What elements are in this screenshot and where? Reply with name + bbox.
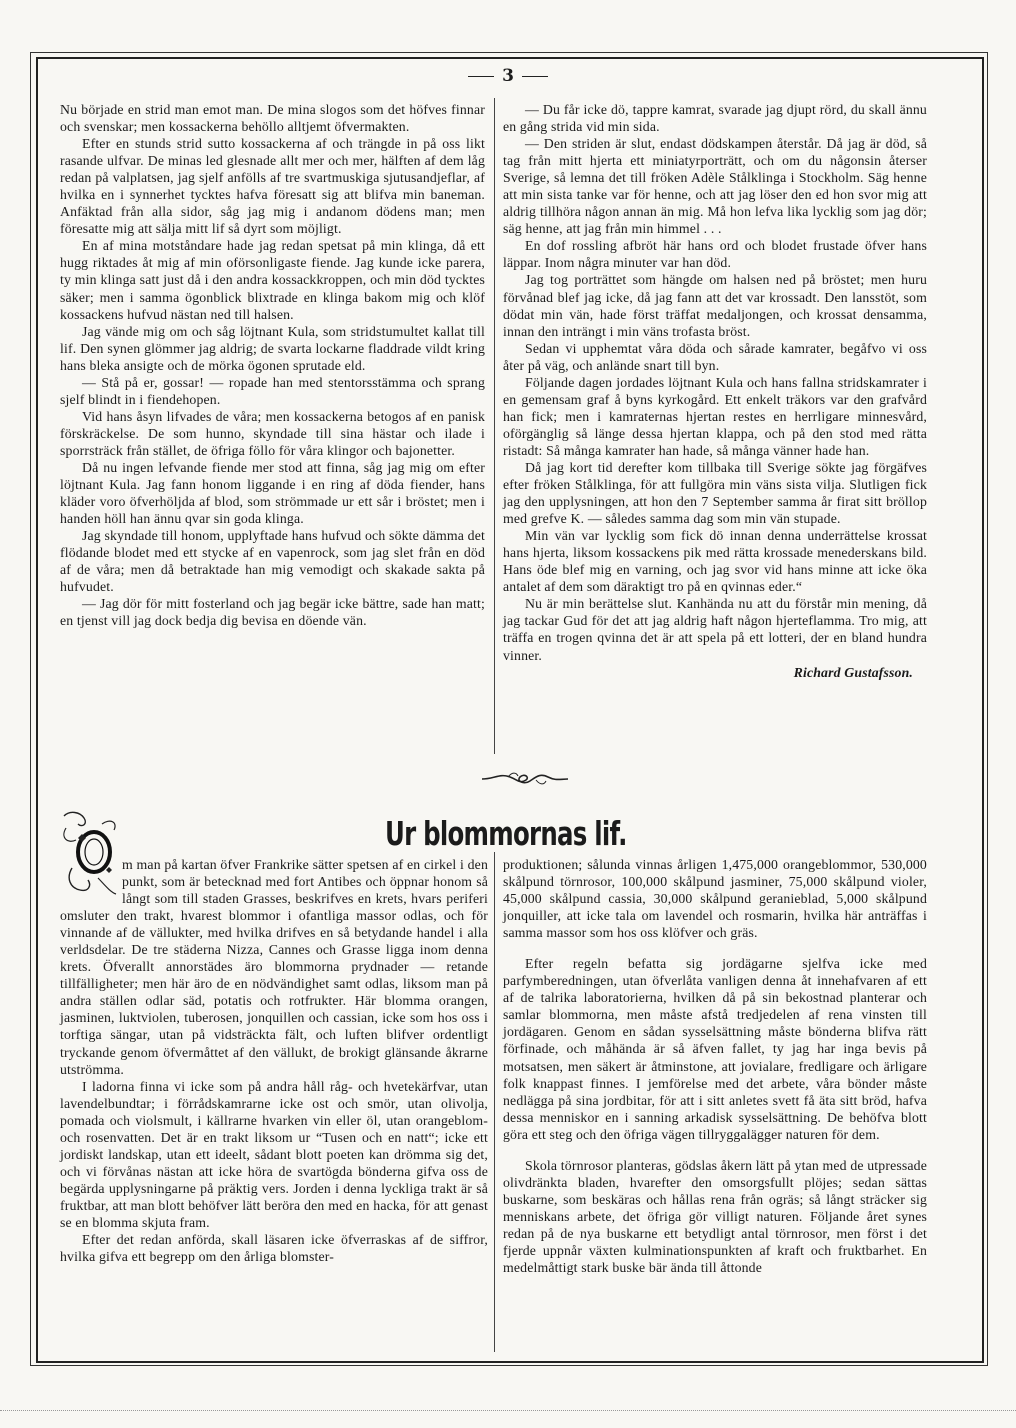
author-signature: Richard Gustafsson. <box>793 664 913 680</box>
story-column-right <box>503 101 927 681</box>
story-paragraph: — Den striden är slut, endast dödskampen återstår. Då jag är död, så tag från mitt hjerta ett miniatyrporträtt, och om du någonsin återser Sverige, så lemna det till fröken Adèle Stålklinga i Stockholm. Säg henne att min sista tanke var för henne, och att jag löser den ed hon svor mig att aldrig tillhöra någon annan än mig. Må hon lefva lika lycklig som jag dör; säg henne, att jag från min himmel . . . <box>503 136 927 237</box>
article-column-right <box>503 856 927 1276</box>
story-paragraph: Nu började en strid man emot man. De mina slogos som det höfves finnar och svenskar; men kossackerna behöllo alltjemt öfvermakten. <box>60 102 485 135</box>
story-paragraph: Jag vände mig om och såg löjtnant Kula, som stridstumultet kallat till lif. Den synen glömmer jag aldrig; de svarta lockarne fladdrade vildt kring hans bleka ansigte och de mörka ögonen sprutade eld. <box>60 323 485 373</box>
story-column-left <box>60 101 485 629</box>
story-paragraph: Nu är min berättelse slut. Kanhända nu att du förstår min mening, då jag tackar Gud för det att jag aldrig haft någon hjerteflamma. Tro mig, att träffa en trogen qvinna det är att spela på ett lotteri, der en bland hundra vinner. <box>503 596 927 663</box>
flourish-ornament-icon <box>480 768 570 790</box>
article-column-left <box>60 856 488 1265</box>
column-divider <box>494 852 495 1352</box>
article-paragraph: m man på kartan öfver Frankrike sätter spetsen af en cirkel i den punkt, som är betecknad med fort Antibes och öppnar honom så långt som till staden Grasses, beskrifves en krets, hvars periferi omsluter den trakt, hvarest blommor i ofantliga massor odlas, och för vinnande af de vällukter, med hvilka drifves en så betydande handel i alla verldsdelar. De tre städerna Nizza, Cannes och Grasse ligga inom denna krets. Öfverallt annorstädes äro blommorna prydnader — retande tillfälligheter; men här äro de en nödvändighet samt odlas, liksom man på andra ställen odlar säd, potatis och rotfrukter. Här blomma orangen, jasminen, luktviolen, tuberosen, jonquillen och cassian, icke som hos oss i torftiga sängar, utan på vidsträckta fält, och luften blifver ordentligt tryckande genom öfvermåttet af den vällukt, de brokigt glänsande åkrarne utströmma. <box>60 857 488 1077</box>
article-paragraph: produktionen; sålunda vinnas årligen 1,475,000 orangeblommor, 530,000 skålpund törnrosor, 100,000 skålpund jasminer, 75,000 skålpund violer, 45,000 skålpund cassia, 30,000 skålpund geranieblad, 5,000 skålpund jonquiller, att icke tala om lavendel och rosmarin, hvilka här anträffas i samma massor som hos oss klöfver och gräs. <box>503 857 927 941</box>
story-paragraph: — Jag dör för mitt fosterland och jag begär icke bättre, sade han matt; en tjenst vill jag dock bedja dig bevisa en döende vän. <box>60 596 485 629</box>
story-paragraph: Vid hans åsyn lifvades de våra; men kossackerna betogos af en panisk förskräckelse. De som hunno, skyndade till sina hästar och ilade i sporrsträck från stället, de öfriga föllo för våra klingor och bajonetter. <box>60 408 485 458</box>
article-paragraph: Skola törnrosor planteras, gödslas åkern lätt på ytan med de utpressade olivdränkta bladen, hvarefter den omsorgsfullt plöjes; sedan sättas buskarne, som beskäras och hållas rena från ogräs; så långt sträcker sig menniskans arbete, det öfriga gör villigt naturen. Följande året synes redan på de nya buskarne ett betydligt antal törnrosor, men först i det fjerde uppnår växten kulminationspunkten af kraft och fruktbarhet. En medelmåttigt stark buske bär ända till åttonde <box>503 1157 927 1276</box>
story-paragraph: — Stå på er, gossar! — ropade han med stentorsstämma och sprang sjelf blindt in i fiendehopen. <box>60 374 485 407</box>
story-paragraph: En dof rossling afbröt här hans ord och blodet frustade öfver hans läppar. Inom några minuter var han död. <box>503 238 927 271</box>
story-paragraph: Jag skyndade till honom, upplyftade hans hufvud och sökte dämma det flödande blodet med ett stycke af en vapenrock, som jag slet från en död af de våra; men då betraktade han mig vemodigt och skakade sakta på hufvudet. <box>60 528 485 595</box>
story-paragraph: Min vän var lycklig som fick dö innan denna underrättelse krossat hans hjerta, liksom kossackens pik med rätta krossade menederskans bild. Hans öde blef mig en varning, och jag svor vid hans minne att icke öka antalet af dem som däraktigt tro på en qvinnas eder.“ <box>503 528 927 595</box>
story-paragraph: En af mina motståndare hade jag redan spetsat på min klinga, då ett hugg riktades åt mig af min oförsonligaste fiende. Jag kunde icke parera, ty min klinga satt just då i den andra kossackkroppen, och min död tycktes säker; men i samma ögonblick blixtrade en klinga bakom mig och klöf kossackens hufvud nästan ned till halsen. <box>60 238 485 322</box>
article-paragraph: Efter regeln befatta sig jordägarne sjelfva icke med parfymberedningen, utan öfverlåta vanligen denna åt innehafvaren af ett af de talrika laboratorierna, hvilken då på sin bekostnad planterar och samlar blommorna, men måste afstå tredjedelen af rena vinsten till jordägaren. Genom en sådan sysselsättning måste bönderna blifva rätt förfinade, och måhända är så äfven fallet, ty jag har inga bevis på motsatsen, men säkert är åtminstone, att jovialare, fredligare och ärligare folk knappast finnes. I jemförelse med det arbete, våra bönder måste nedlägga på sina jordbitar, för att i sitt anletes svett få äta sitt bröd, hafva dessa menniskor en i sanning arkadisk sysselsättning. De behöfva blott göra ett steg och den öfriga vägen tillryggalägger naturen för dem. <box>503 956 927 1142</box>
story-paragraph: Sedan vi upphemtat våra döda och sårade kamrater, begåfvo vi oss åter på väg, och anlände snart till byn. <box>503 340 927 373</box>
column-divider <box>494 98 495 754</box>
story-paragraph: Jag tog porträttet som hängde om halsen ned på bröstet; men huru förvånad blef jag icke, då jag fann att det var krossadt. Den lansstöt, som dödat min vän, hade först träffat medaljongen, och krossat densamma, innan den inträngt i min väns trofasta bröst. <box>503 272 927 339</box>
story-paragraph: Följande dagen jordades löjtnant Kula och hans fallna stridskamrater i en gemensam graf å byns kyrkogård. Ett enkelt träkors var den grafvård han fick; men i kamraternas hjertan restes en herrligare minnesvård, oförgänglig så länge dessa hjertan klappa, och på den stod med rätta ristadt: Så många kamrater han hade, så många vänner hade han. <box>503 374 927 458</box>
story-paragraph: Efter en stunds strid sutto kossackerna af och trängde in på oss likt rasande ulfvar. De minas led glesnade allt mer och mer, hälften af dem låg redan på valplatsen, jag sjelf anfölls af tre svartmuskiga sjutusandjeflar, af hvilka en i synnerhet tycktes hafva föresatt sig att blifva min baneman. Anfäktad från alla sidor, såg jag mig i andanom dödens man; men föresatte mig att sälja mitt lif så dyrt som möjligt. <box>60 136 485 237</box>
article-title: Ur blommornas lif. <box>385 814 627 853</box>
story-paragraph: Då jag kort tid derefter kom tillbaka till Sverige sökte jag förgäfves efter fröken Stålklinga, för att fullgöra min väns sista vilja. Slutligen fick jag den upplysningen, att hon den 7 September samma år firat sitt bröllop med grefve K. — således samma dag som min vän stupade. <box>503 459 927 527</box>
page-number: 3 <box>0 66 1016 86</box>
story-paragraph: Då nu ingen lefvande fiende mer stod att finna, såg jag mig om efter löjtnant Kula. Jag fann honom liggande i en ring af döda fiender, hans kläder voro öfverhöljda af blod, som strömmade ur ett sår i bröstet; men i handen höll han ännu qvar sin goda klinga. <box>60 459 485 527</box>
bottom-dotted-rule <box>0 1410 1016 1411</box>
story-paragraph: — Du får icke dö, tappre kamrat, svarade jag djupt rörd, du skall ännu en gång strida vid min sida. <box>503 102 927 135</box>
article-paragraph: Efter det redan anförda, skall läsaren icke öfverraskas af de siffror, hvilka gifva ett begrepp om den årliga blomster- <box>60 1232 488 1265</box>
article-paragraph: I ladorna finna vi icke som på andra håll råg- och hvetekärfvar, utan lavendelbundtar; i förrådskamrarne icke ost och smör, utan olivolja, pomada och violsmult, i källrarne hvarken vin eller öl, utan orangeblom- och rosenvatten. Det är en trakt liksom ur “Tusen och en natt“; icke ett jordiskt landskap, utan ett ideelt, sådant blott poeten kan drömma sig det, och vi förvånas nästan att icke höra de svartögda bönderna gifva oss de begärda upplysningarne på präktig vers. Jorden i denna lyckliga trakt är så fruktbar, att man blott behöfver lätt beröra den med en hacka, för att genast se en blomma skjuta fram. <box>60 1078 488 1230</box>
